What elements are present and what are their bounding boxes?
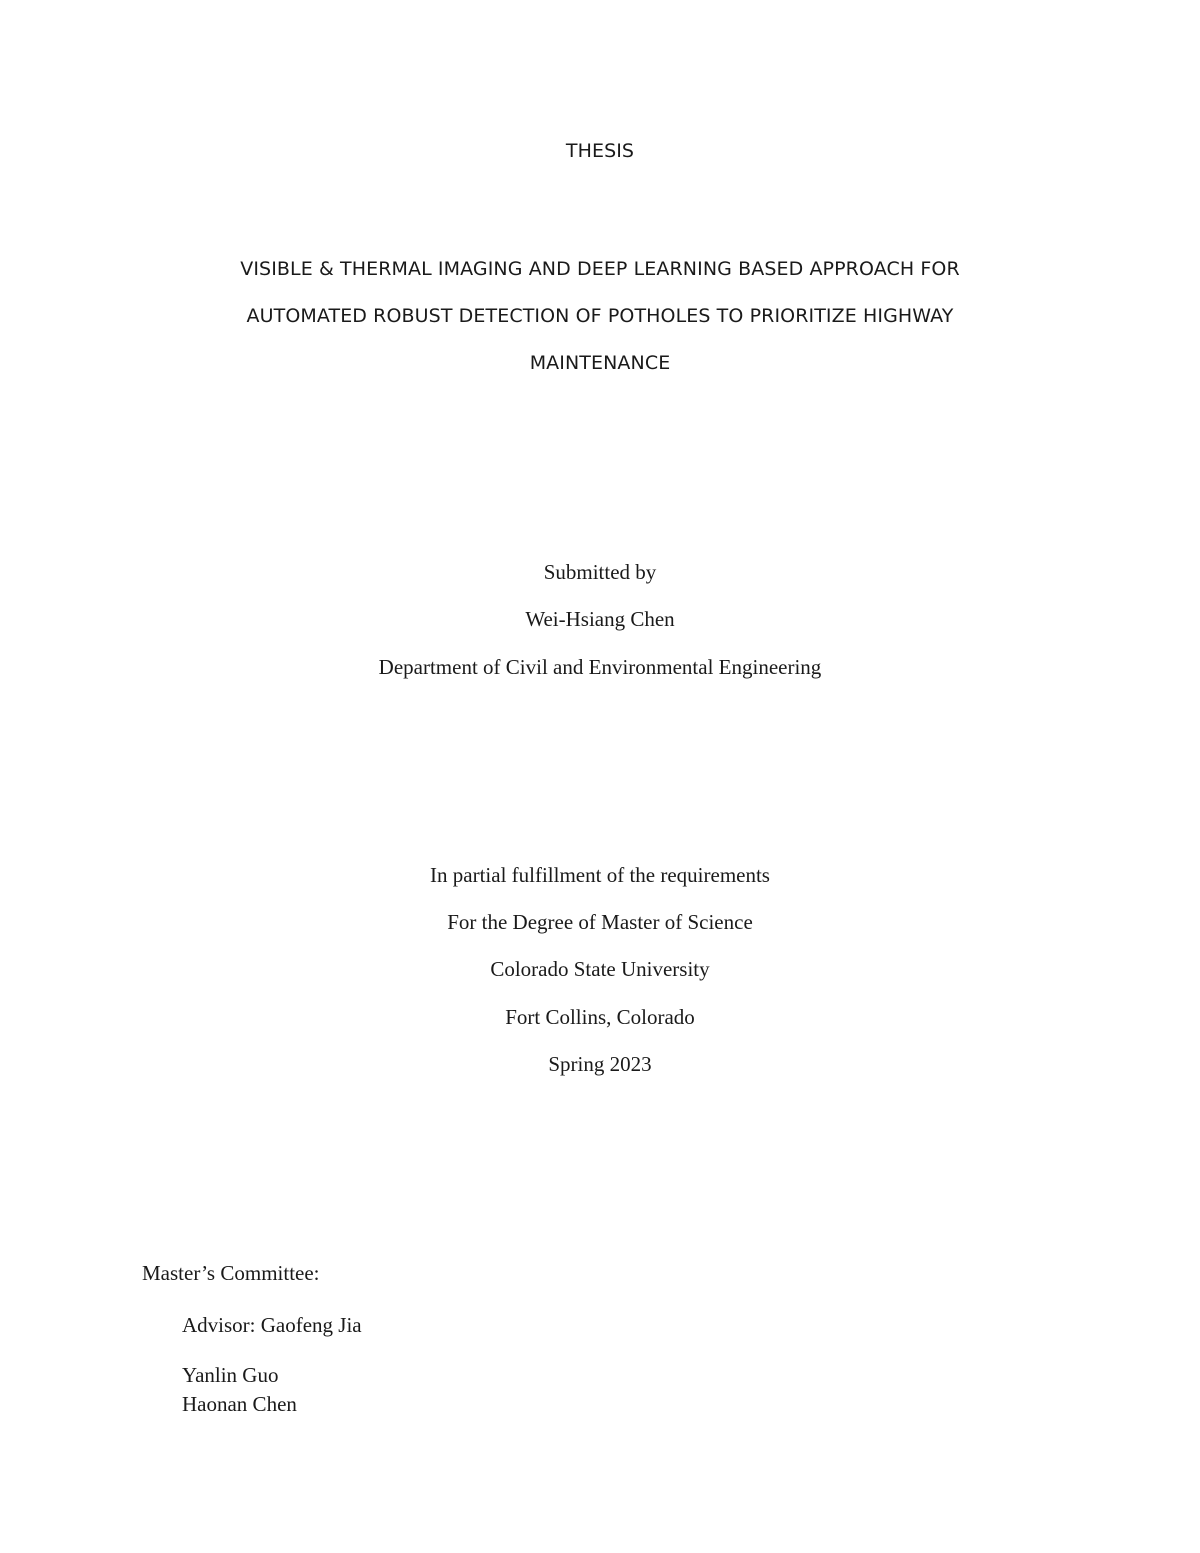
title-line-3: MAINTENANCE — [529, 352, 671, 374]
committee-member: Haonan Chen — [182, 1392, 297, 1416]
location-line: Fort Collins, Colorado — [505, 1005, 695, 1029]
term-line: Spring 2023 — [548, 1052, 652, 1076]
author-name: Wei-Hsiang Chen — [525, 607, 675, 631]
fulfillment-line-1: In partial fulfillment of the requirements — [430, 863, 770, 887]
department-name: Department of Civil and Environmental Engineering — [378, 655, 822, 679]
title-line-2: AUTOMATED ROBUST DETECTION OF POTHOLES TO PRIORITIZE HIGHWAY — [246, 305, 954, 327]
committee-advisor: Advisor: Gaofeng Jia — [182, 1313, 362, 1337]
title-line-1: VISIBLE & THERMAL IMAGING AND DEEP LEARNING BASED APPROACH FOR — [240, 258, 960, 280]
university-line: Colorado State University — [490, 957, 710, 981]
submitted-by-label: Submitted by — [543, 560, 657, 584]
committee-heading: Master’s Committee: — [142, 1261, 320, 1285]
document-type-label: THESIS — [565, 140, 635, 162]
committee-member: Yanlin Guo — [182, 1363, 279, 1387]
degree-line: For the Degree of Master of Science — [447, 910, 753, 934]
